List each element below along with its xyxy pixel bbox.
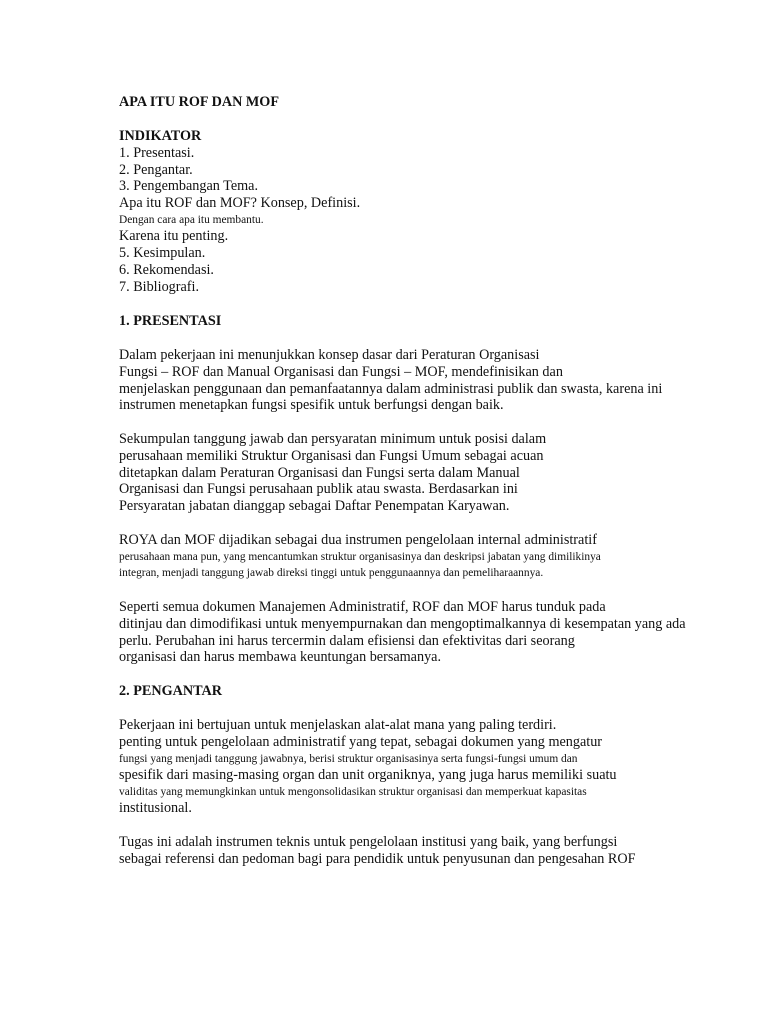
paragraph-line: Tugas ini adalah instrumen teknis untuk pengelolaan institusi yang baik, yang berfungsi [119, 834, 618, 850]
paragraph-line: ditetapkan dalam Peraturan Organisasi dan Fungsi serta dalam Manual [119, 464, 520, 481]
paragraph-line: perusahaan mana pun, yang mencantumkan struktur organisasinya dan deskripsi jabatan yang dimilikinya [119, 550, 601, 563]
document-title-block [119, 94, 759, 111]
paragraph [119, 431, 759, 515]
document-title: APA ITU ROF DAN MOF [119, 94, 279, 110]
indikator-item: Dengan cara apa itu membantu. [119, 213, 264, 226]
indikator-item: 2. Pengantar. [119, 161, 193, 178]
indikator-item: 6. Rekomendasi. [119, 261, 214, 278]
paragraph [119, 834, 759, 868]
paragraph [119, 532, 759, 582]
paragraph-line: Persyaratan jabatan dianggap sebagai Daftar Penempatan Karyawan. [119, 498, 510, 515]
paragraph-line: Seperti semua dokumen Manajemen Administratif, ROF dan MOF harus tunduk pada [119, 599, 606, 615]
paragraph-line: integran, menjadi tanggung jawab direksi tinggi untuk penggunaannya dan pemeliharaannya. [119, 567, 544, 580]
paragraph-line: institusional. [119, 800, 192, 817]
paragraph [119, 347, 759, 414]
indikator-item: 3. Pengembangan Tema. [119, 178, 259, 195]
paragraph-line: Dalam pekerjaan ini menunjukkan konsep dasar dari Peraturan Organisasi [119, 347, 540, 363]
paragraph [119, 717, 759, 817]
section-pengantar-heading-block [119, 683, 759, 700]
section-presentasi-heading-block [119, 313, 759, 330]
paragraph-line: perlu. Perubahan ini harus tercermin dalam efisiensi dan efektivitas dari seorang [119, 632, 575, 649]
indikator-item: Karena itu penting. [119, 228, 229, 245]
paragraph-line: fungsi yang menjadi tanggung jawabnya, berisi struktur organisasinya serta fungsi-fungsi umum dan [119, 752, 578, 765]
paragraph-line: perusahaan memiliki Struktur Organisasi dan Fungsi Umum sebagai acuan [119, 447, 544, 464]
paragraph-line: menjelaskan penggunaan dan pemanfaatannya dalam administrasi publik dan swasta, karena ini [119, 380, 663, 397]
paragraph-line: Fungsi – ROF dan Manual Organisasi dan Fungsi – MOF, mendefinisikan dan [119, 363, 563, 380]
paragraph-line: Organisasi dan Fungsi perusahaan publik atau swasta. Berdasarkan ini [119, 481, 518, 498]
paragraph-line: spesifik dari masing-masing organ dan unit organiknya, yang juga harus memiliki suatu [119, 767, 617, 783]
paragraph-line: validitas yang memungkinkan untuk mengonsolidasikan struktur organisasi dan memperkuat kapasitas [119, 785, 587, 798]
indikator-section [119, 128, 759, 296]
indikator-heading: INDIKATOR [119, 128, 202, 144]
paragraph-line: sebagai referensi dan pedoman bagi para pendidik untuk penyusunan dan pengesahan ROF [119, 850, 636, 867]
indikator-item: 1. Presentasi. [119, 144, 195, 161]
paragraph-line: ROYA dan MOF dijadikan sebagai dua instrumen pengelolaan internal administratif [119, 532, 597, 548]
indikator-item: Apa itu ROF dan MOF? Konsep, Definisi. [119, 195, 361, 212]
indikator-item: 5. Kesimpulan. [119, 245, 206, 262]
paragraph-line: organisasi dan harus membawa keuntungan bersamanya. [119, 649, 442, 666]
section-heading: 1. PRESENTASI [119, 313, 222, 329]
paragraph-line: instrumen menetapkan fungsi spesifik untuk berfungsi dengan baik. [119, 397, 504, 414]
paragraph-line: Sekumpulan tanggung jawab dan persyaratan minimum untuk posisi dalam [119, 431, 547, 447]
section-heading: 2. PENGANTAR [119, 683, 222, 699]
paragraph-line: ditinjau dan dimodifikasi untuk menyempurnakan dan mengoptimalkannya di kesempatan yang ada [119, 615, 686, 632]
paragraph [119, 599, 759, 666]
indikator-item: 7. Bibliografi. [119, 278, 199, 295]
paragraph-line: penting untuk pengelolaan administratif yang tepat, sebagai dokumen yang mengatur [119, 733, 603, 750]
paragraph-line: Pekerjaan ini bertujuan untuk menjelaskan alat-alat mana yang paling terdiri. [119, 717, 557, 733]
